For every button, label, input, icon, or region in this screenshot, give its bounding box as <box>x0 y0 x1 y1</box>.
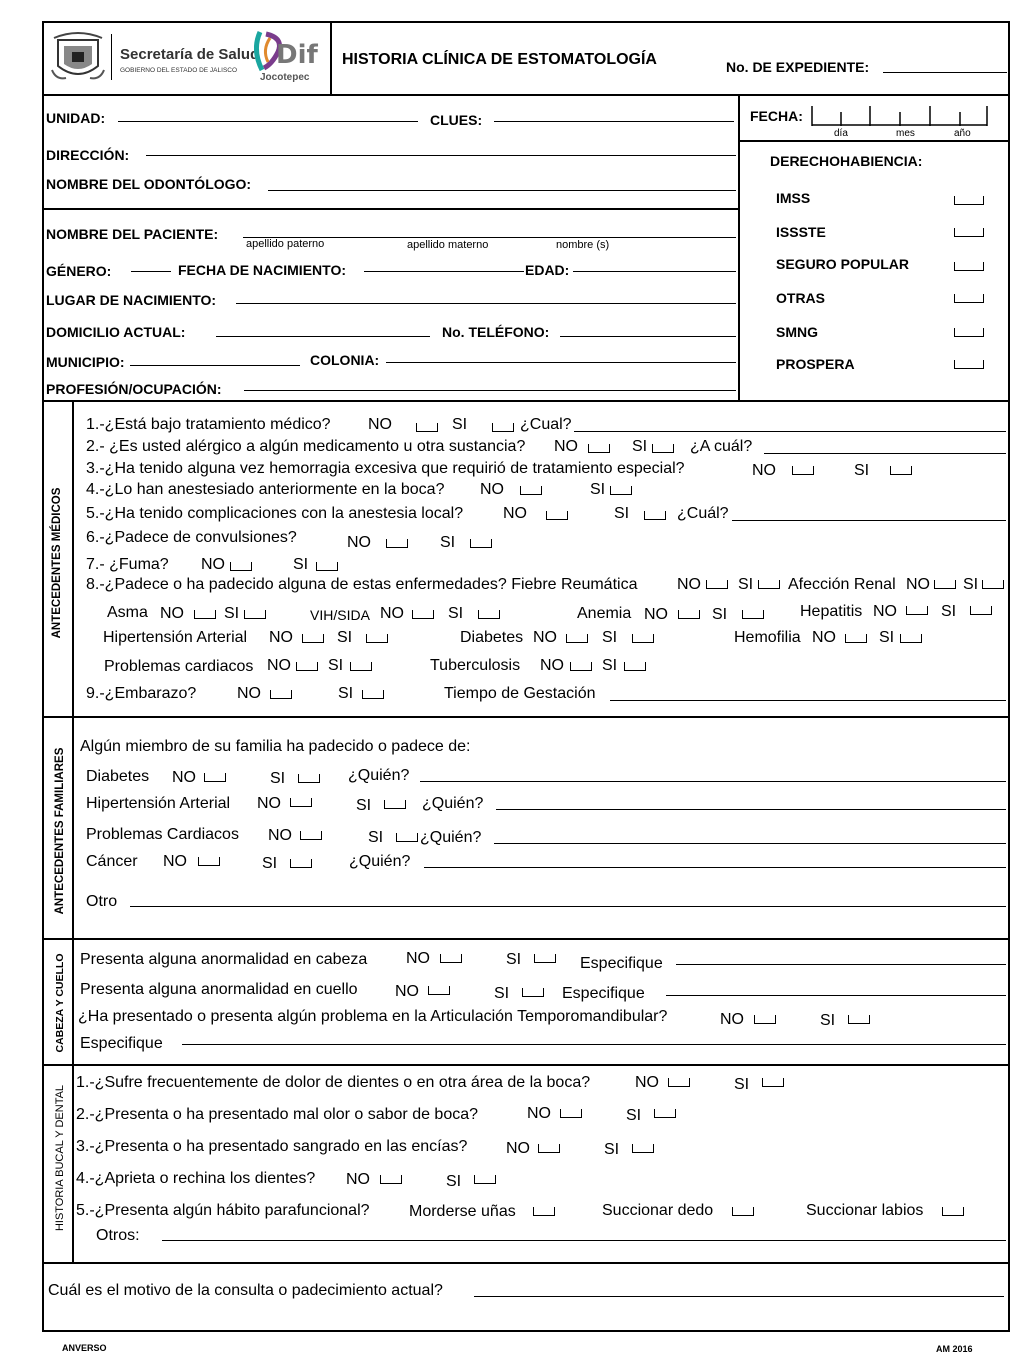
medicos-q7-no-checkbox[interactable] <box>230 562 252 571</box>
medicos-q1-cual-field[interactable] <box>574 431 1006 432</box>
medicos-q8: 8.-¿Padece o ha padecido alguna de estas enfermedades? Fiebre Reumática <box>86 576 638 593</box>
medicos-q6-no-checkbox[interactable] <box>386 539 408 548</box>
clues-field[interactable] <box>494 121 734 122</box>
fecha-mes-label: mes <box>896 128 915 139</box>
nombres-hint: nombre (s) <box>556 239 610 251</box>
derecho-smng-checkbox[interactable] <box>954 328 984 337</box>
atm-especifique-field[interactable] <box>182 1044 1006 1045</box>
footer-version: AM 2016 <box>936 1344 973 1354</box>
diabetes-no-checkbox[interactable] <box>566 634 588 643</box>
fam-hipertension-no-checkbox[interactable] <box>290 798 312 807</box>
bucal-q2: 2.-¿Presenta o ha presentado mal olor o sabor de boca? <box>76 1106 479 1123</box>
bucal-q1: 1.-¿Sufre frecuentemente de dolor de dientes o en otra área de la boca? <box>76 1074 591 1091</box>
atm-si-checkbox[interactable] <box>848 1015 870 1024</box>
tuberculosis-no-label: NO <box>540 657 564 674</box>
bucal-q4: 4.-¿Aprieta o rechina los dientes? <box>76 1170 316 1187</box>
cabeza-especifique-field[interactable] <box>676 964 1006 965</box>
bucal-q3: 3.-¿Presenta o ha presentado sangrado en las encías? <box>76 1138 468 1155</box>
bucal-q3-si-checkbox[interactable] <box>632 1144 654 1153</box>
cardiacos-si-checkbox[interactable] <box>350 662 372 671</box>
motivo-consulta-field[interactable] <box>474 1296 1004 1297</box>
gestacion-label: Tiempo de Gestación <box>444 685 596 702</box>
vih-si-checkbox[interactable] <box>478 610 500 619</box>
afeccion-si-label: SI <box>963 576 979 593</box>
morderse-unas-label: Morderse uñas <box>409 1203 516 1220</box>
fam-hipertension-si-label: SI <box>356 797 372 814</box>
fam-hipertension-no-label: NO <box>257 795 281 812</box>
fiebre-no-label: NO <box>677 576 701 593</box>
telefono-label: No. TELÉFONO: <box>442 324 550 340</box>
fiebre-si-checkbox[interactable] <box>758 580 780 589</box>
embarazo-si-label: SI <box>338 685 354 702</box>
cuello-question: Presenta alguna anormalidad en cuello <box>80 981 358 998</box>
derecho-imss-checkbox[interactable] <box>954 196 984 205</box>
profesion-label: PROFESIÓN/OCUPACIÓN: <box>46 381 222 397</box>
frame-left <box>42 21 44 1332</box>
divider-cabeza <box>42 938 1010 940</box>
fecha-nacimiento-field[interactable] <box>364 271 524 272</box>
colonia-label: COLONIA: <box>310 352 380 368</box>
medicos-q7-si-label: SI <box>293 556 309 573</box>
apellido-materno-hint: apellido materno <box>407 239 489 251</box>
succionar-dedo-checkbox[interactable] <box>732 1207 754 1216</box>
fam-cardiacos-no-label: NO <box>268 827 292 844</box>
medicos-q4: 4.-¿Lo han anestesiado anteriormente en la boca? <box>86 481 445 498</box>
fam-cancer-label: Cáncer <box>86 853 138 870</box>
cardiacos-si-label: SI <box>328 657 344 674</box>
fam-cardiacos-si-checkbox[interactable] <box>396 833 418 842</box>
diabetes-si-label: SI <box>602 629 618 646</box>
hepatitis-si-checkbox[interactable] <box>970 606 992 615</box>
anemia-no-checkbox[interactable] <box>678 610 700 619</box>
medicos-q6-si-checkbox[interactable] <box>470 539 492 548</box>
medicos-q2-no-checkbox[interactable] <box>588 444 610 453</box>
medicos-q2-cual-label: ¿A cuál? <box>690 438 753 455</box>
divider-medicos <box>42 400 1010 402</box>
domicilio-field[interactable] <box>216 336 430 337</box>
asma-si-checkbox[interactable] <box>244 610 266 619</box>
medicos-q5-si-checkbox[interactable] <box>644 511 666 520</box>
edad-label: EDAD: <box>525 262 570 278</box>
colonia-field[interactable] <box>386 362 736 363</box>
anemia-si-checkbox[interactable] <box>742 610 764 619</box>
medicos-q3-no-checkbox[interactable] <box>792 466 814 475</box>
frame-bottom <box>42 1330 1010 1332</box>
derecho-otras-label: OTRAS <box>776 290 825 306</box>
anemia-si-label: SI <box>712 606 728 623</box>
vih-no-label: NO <box>380 605 404 622</box>
bucal-otros-label: Otros: <box>96 1227 140 1244</box>
medicos-q5-no-checkbox[interactable] <box>546 511 568 520</box>
genero-field[interactable] <box>131 271 171 272</box>
bucal-q4-no-checkbox[interactable] <box>380 1175 402 1184</box>
divider-odontologo <box>42 208 739 210</box>
medicos-q3-no-label: NO <box>752 462 776 479</box>
medicos-q7-si-checkbox[interactable] <box>316 562 338 571</box>
medicos-q3-si-checkbox[interactable] <box>890 466 912 475</box>
diabetes-si-checkbox[interactable] <box>632 634 654 643</box>
vih-si-label: SI <box>448 605 464 622</box>
fam-diabetes-no-checkbox[interactable] <box>204 773 226 782</box>
fam-otro-label: Otro <box>86 893 118 910</box>
cardiacos-no-label: NO <box>267 657 291 674</box>
bucal-q2-si-checkbox[interactable] <box>654 1109 676 1118</box>
apellido-paterno-hint: apellido paterno <box>246 238 325 250</box>
medicos-q1-si-label: SI <box>452 416 468 433</box>
cardiacos-no-checkbox[interactable] <box>296 662 318 671</box>
medicos-q1-no-label: NO <box>368 416 392 433</box>
afeccion-si-checkbox[interactable] <box>982 580 1004 589</box>
hipertension-si-label: SI <box>337 629 353 646</box>
bucal-q2-no-label: NO <box>527 1105 551 1122</box>
divider-header-logos <box>330 21 332 94</box>
fam-cancer-si-checkbox[interactable] <box>290 859 312 868</box>
bucal-q4-no-label: NO <box>346 1171 370 1188</box>
medicos-q3-si-label: SI <box>854 462 870 479</box>
medicos-q2-si-label: SI <box>632 438 648 455</box>
fam-cancer-quien-field[interactable] <box>424 867 1006 868</box>
fam-diabetes-quien-field[interactable] <box>420 781 1006 782</box>
fecha-label: FECHA: <box>750 108 803 124</box>
fam-cardiacos-label: Problemas Cardiacos <box>86 826 239 843</box>
medicos-q1: 1.-¿Está bajo tratamiento médico? <box>86 416 331 433</box>
anemia-label: Anemia <box>577 605 632 622</box>
tuberculosis-no-checkbox[interactable] <box>570 662 592 671</box>
asma-si-label: SI <box>224 605 240 622</box>
medicos-q5: 5.-¿Ha tenido complicaciones con la anestesia local? <box>86 505 464 522</box>
cabeza-si-label: SI <box>506 951 522 968</box>
fam-cancer-si-label: SI <box>262 855 278 872</box>
atm-especifique-label: Especifique <box>80 1035 163 1052</box>
divider-bucal <box>42 1064 1010 1066</box>
bucal-q1-no-label: NO <box>635 1074 659 1091</box>
medicos-q1-no-checkbox[interactable] <box>416 423 438 432</box>
fam-cancer-quien-label: ¿Quién? <box>349 853 411 870</box>
bucal-q3-no-checkbox[interactable] <box>538 1144 560 1153</box>
frame-top <box>42 21 1010 23</box>
footer-anverso: ANVERSO <box>62 1343 107 1353</box>
dif-logo <box>254 28 320 86</box>
derecho-issste-checkbox[interactable] <box>954 228 984 237</box>
bucal-q4-si-checkbox[interactable] <box>474 1175 496 1184</box>
diabetes-label: Diabetes <box>460 629 524 646</box>
medicos-q1-cual-label: ¿Cual? <box>520 416 572 433</box>
bucal-q2-si-label: SI <box>626 1107 642 1124</box>
derecho-seguro-popular-label: SEGURO POPULAR <box>776 256 910 272</box>
municipio-field[interactable] <box>130 365 300 366</box>
diabetes-no-label: NO <box>533 629 557 646</box>
fam-cardiacos-quien-label: ¿Quién? <box>420 829 482 846</box>
medicos-q3: 3.-¿Ha tenido alguna vez hemorragia excesiva que requirió de tratamiento especial? <box>86 460 685 477</box>
secretaria-logo-subtext: GOBIERNO DEL ESTADO DE JALISCO <box>120 67 238 74</box>
antecedentes-medicos-side-label: ANTECEDENTES MÉDICOS <box>51 487 63 639</box>
medicos-q5-cual-label: ¿Cuál? <box>677 505 729 522</box>
cabeza-especifique-label: Especifique <box>580 955 663 972</box>
medicos-q4-si-checkbox[interactable] <box>610 486 632 495</box>
medicos-q6: 6.-¿Padece de convulsiones? <box>86 529 297 546</box>
divider-motivo <box>42 1262 1010 1264</box>
dif-brand-text: Dif <box>276 40 318 70</box>
bucal-q1-si-label: SI <box>734 1076 750 1093</box>
hemofilia-label: Hemofilia <box>734 629 801 646</box>
familiares-intro: Algún miembro de su familia ha padecido o padece de: <box>80 738 471 755</box>
fam-cardiacos-quien-field[interactable] <box>494 843 1006 844</box>
cabeza-no-checkbox[interactable] <box>440 954 462 963</box>
hemofilia-no-checkbox[interactable] <box>845 634 867 643</box>
logo-separator <box>111 34 112 80</box>
gestacion-field[interactable] <box>610 700 1006 701</box>
direccion-label: DIRECCIÓN: <box>46 147 130 163</box>
hepatitis-no-label: NO <box>873 603 897 620</box>
derecho-imss-label: IMSS <box>776 190 811 206</box>
hipertension-no-label: NO <box>269 629 293 646</box>
hepatitis-si-label: SI <box>941 603 957 620</box>
paciente-label: NOMBRE DEL PACIENTE: <box>46 226 219 242</box>
cabeza-question: Presenta alguna anormalidad en cabeza <box>80 951 368 968</box>
derecho-otras-checkbox[interactable] <box>954 294 984 303</box>
hipertension-si-checkbox[interactable] <box>366 634 388 643</box>
fam-hipertension-label: Hipertensión Arterial <box>86 795 231 812</box>
fam-diabetes-label: Diabetes <box>86 768 150 785</box>
hepatitis-label: Hepatitis <box>800 603 863 620</box>
fam-diabetes-quien-label: ¿Quién? <box>348 767 410 784</box>
hipertension-no-checkbox[interactable] <box>302 634 324 643</box>
fam-diabetes-si-label: SI <box>270 770 286 787</box>
medicos-q7-no-label: NO <box>201 556 225 573</box>
derecho-smng-label: SMNG <box>776 324 818 340</box>
medicos-q5-cual-field[interactable] <box>732 520 1006 521</box>
genero-label: GÉNERO: <box>46 263 112 279</box>
expediente-field[interactable] <box>883 72 1007 73</box>
fam-hipertension-si-checkbox[interactable] <box>384 800 406 809</box>
divider-derecho <box>738 140 1010 142</box>
clues-label: CLUES: <box>430 112 483 128</box>
cuello-especifique-label: Especifique <box>562 985 645 1002</box>
derecho-issste-label: ISSSTE <box>776 224 826 240</box>
medicos-q2: 2.- ¿Es usted alérgico a algún medicamento u otra sustancia? <box>86 438 526 455</box>
fiebre-si-label: SI <box>738 576 754 593</box>
afeccion-no-label: NO <box>906 576 930 593</box>
unidad-field[interactable] <box>118 121 418 122</box>
fecha-dia-label: día <box>834 128 848 139</box>
bucal-q3-si-label: SI <box>604 1141 620 1158</box>
fecha-anio-label: año <box>954 128 971 139</box>
fam-diabetes-no-label: NO <box>172 769 196 786</box>
tuberculosis-label: Tuberculosis <box>430 657 521 674</box>
derecho-seguro-popular-checkbox[interactable] <box>954 262 984 271</box>
bucal-q5: 5.-¿Presenta algún hábito parafuncional? <box>76 1202 370 1219</box>
atm-si-label: SI <box>820 1012 836 1029</box>
fam-diabetes-si-checkbox[interactable] <box>298 774 320 783</box>
medicos-q6-no-label: NO <box>347 534 371 551</box>
telefono-field[interactable] <box>560 336 736 337</box>
medicos-q7: 7.- ¿Fuma? <box>86 556 169 573</box>
derecho-prospera-label: PROSPERA <box>776 356 855 372</box>
divider-familiares <box>42 716 1010 718</box>
municipio-label: MUNICIPIO: <box>46 354 125 370</box>
fam-cancer-no-checkbox[interactable] <box>198 857 220 866</box>
medicos-q2-no-label: NO <box>554 438 578 455</box>
bucal-q3-no-label: NO <box>506 1140 530 1157</box>
odontologo-label: NOMBRE DEL ODONTÓLOGO: <box>46 176 252 192</box>
hemofilia-si-checkbox[interactable] <box>900 634 922 643</box>
unidad-label: UNIDAD: <box>46 110 106 126</box>
tuberculosis-si-label: SI <box>602 657 618 674</box>
odontologo-field[interactable] <box>268 190 736 191</box>
edad-field[interactable] <box>573 271 736 272</box>
profesion-field[interactable] <box>244 390 736 391</box>
cabeza-cuello-side-label: CABEZA Y CUELLO <box>54 953 66 1053</box>
historia-bucal-side-label: HISTORIA BUCAL Y DENTAL <box>54 1084 66 1232</box>
fiebre-no-checkbox[interactable] <box>706 580 728 589</box>
divider-side-column <box>72 400 74 1262</box>
embarazo-no-label: NO <box>237 685 261 702</box>
medicos-q1-si-checkbox[interactable] <box>492 423 514 432</box>
hemofilia-no-label: NO <box>812 629 836 646</box>
cabeza-si-checkbox[interactable] <box>534 954 556 963</box>
bucal-q2-no-checkbox[interactable] <box>560 1109 582 1118</box>
atm-question: ¿Ha presentado o presenta algún problema en la Articulación Temporomandibular? <box>78 1008 668 1025</box>
medicos-q2-si-checkbox[interactable] <box>652 444 674 453</box>
lugar-nacimiento-field[interactable] <box>236 303 736 304</box>
direccion-field[interactable] <box>146 155 736 156</box>
embarazo-no-checkbox[interactable] <box>270 690 292 699</box>
derechohabiencia-title: DERECHOHABIENCIA: <box>770 153 923 169</box>
hemofilia-si-label: SI <box>879 629 895 646</box>
fam-otro-field[interactable] <box>130 906 1006 907</box>
cuello-si-label: SI <box>494 985 510 1002</box>
succionar-labios-checkbox[interactable] <box>942 1207 964 1216</box>
frame-right <box>1008 21 1010 1332</box>
motivo-consulta-label: Cuál es el motivo de la consulta o padecimiento actual? <box>48 1282 443 1299</box>
asma-no-checkbox[interactable] <box>194 610 216 619</box>
medicos-q4-si-label: SI <box>590 481 606 498</box>
cabeza-no-label: NO <box>406 950 430 967</box>
lugar-nacimiento-label: LUGAR DE NACIMIENTO: <box>46 292 217 308</box>
asma-label: Asma <box>107 604 148 621</box>
jalisco-seal-logo <box>50 30 106 84</box>
hepatitis-no-checkbox[interactable] <box>906 606 928 615</box>
antecedentes-familiares-side-label: ANTECEDENTES FAMILIARES <box>54 747 66 915</box>
fam-hipertension-quien-label: ¿Quién? <box>422 795 484 812</box>
embarazo-si-checkbox[interactable] <box>362 690 384 699</box>
medicos-q4-no-checkbox[interactable] <box>520 486 542 495</box>
morderse-unas-checkbox[interactable] <box>533 1207 555 1216</box>
medicos-q2-cual-field[interactable] <box>764 453 1006 454</box>
fam-cardiacos-si-label: SI <box>368 829 384 846</box>
fam-cardiacos-no-checkbox[interactable] <box>300 831 322 840</box>
bucal-otros-field[interactable] <box>162 1240 1006 1241</box>
expediente-label: No. DE EXPEDIENTE: <box>726 59 870 75</box>
secretaria-logo-text: Secretaría de Salud <box>120 46 260 63</box>
afeccion-no-checkbox[interactable] <box>934 580 956 589</box>
medicos-q9: 9.-¿Embarazo? <box>86 685 197 702</box>
medicos-q5-si-label: SI <box>614 505 630 522</box>
dif-subtext: Jocotepec <box>260 72 310 83</box>
atm-no-checkbox[interactable] <box>754 1015 776 1024</box>
vih-label: VIH/SIDA <box>310 607 370 623</box>
cuello-si-checkbox[interactable] <box>522 988 544 997</box>
bucal-q1-no-checkbox[interactable] <box>668 1078 690 1087</box>
fam-cancer-no-label: NO <box>163 853 187 870</box>
bucal-q1-si-checkbox[interactable] <box>762 1078 784 1087</box>
anemia-no-label: NO <box>644 606 668 623</box>
succionar-labios-label: Succionar labios <box>806 1202 924 1219</box>
domicilio-label: DOMICILIO ACTUAL: <box>46 324 186 340</box>
cuello-especifique-field[interactable] <box>666 995 1006 996</box>
medicos-q6-si-label: SI <box>440 534 456 551</box>
cuello-no-checkbox[interactable] <box>428 986 450 995</box>
vih-no-checkbox[interactable] <box>412 610 434 619</box>
hipertension-label: Hipertensión Arterial <box>103 629 248 646</box>
asma-no-label: NO <box>160 605 184 622</box>
divider-header <box>42 94 1010 96</box>
afeccion-renal-label: Afección Renal <box>788 576 896 593</box>
medicos-q4-no-label: NO <box>480 481 504 498</box>
tuberculosis-si-checkbox[interactable] <box>624 662 646 671</box>
atm-no-label: NO <box>720 1011 744 1028</box>
cardiacos-label: Problemas cardiacos <box>104 658 254 675</box>
page-title: HISTORIA CLÍNICA DE ESTOMATOLOGÍA <box>342 51 657 68</box>
derecho-prospera-checkbox[interactable] <box>954 360 984 369</box>
fecha-nacimiento-label: FECHA DE NACIMIENTO: <box>178 262 346 278</box>
fecha-field[interactable] <box>810 104 990 126</box>
bucal-q4-si-label: SI <box>446 1173 462 1190</box>
succionar-dedo-label: Succionar dedo <box>602 1202 714 1219</box>
medicos-q5-no-label: NO <box>503 505 527 522</box>
cuello-no-label: NO <box>395 983 419 1000</box>
fam-hipertension-quien-field[interactable] <box>496 809 1006 810</box>
